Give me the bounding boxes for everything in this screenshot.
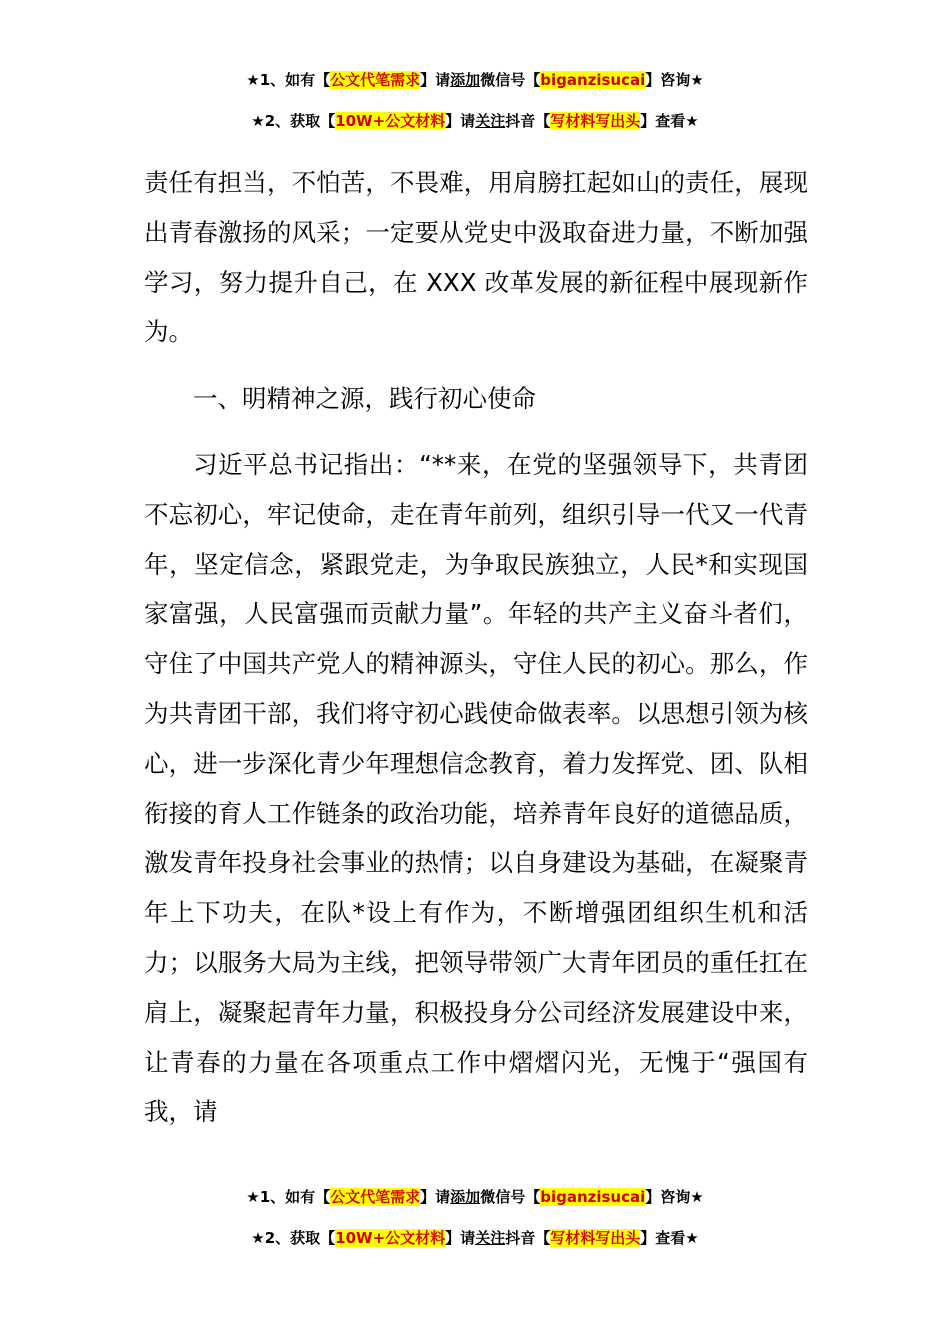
banner-text: 2、获取【 (264, 112, 336, 130)
footer-banner-line-2 (0, 1228, 950, 1248)
document-body (144, 158, 808, 1137)
banner-text: 微信号【 (480, 71, 541, 89)
star-right: ★ (685, 1229, 699, 1247)
underline-follow: 关注 (475, 1229, 506, 1247)
banner-text: 1、如有【 (259, 1188, 331, 1206)
banner-text: 2、获取【 (264, 1229, 336, 1247)
star-left: ★ (251, 1229, 265, 1247)
highlight-wechat-id: biganzisucai (540, 71, 646, 89)
footer-banner-line-1 (0, 1187, 950, 1207)
star-right: ★ (685, 112, 699, 130)
highlight-materials: 10W+公文材料 (335, 112, 446, 130)
highlight-douyin: 写材料写出头 (550, 1229, 641, 1247)
underline-follow: 关注 (475, 112, 506, 130)
star-right: ★ (690, 1188, 704, 1206)
star-left: ★ (246, 71, 260, 89)
section-heading-1: 一、明精神之源，践行初心使命 (193, 384, 536, 414)
banner-text: 抖音【 (505, 112, 551, 130)
banner-text: 】请 (445, 1229, 476, 1247)
banner-text: 】查看 (640, 1229, 686, 1247)
star-left: ★ (246, 1188, 260, 1206)
banner-text: 1、如有【 (259, 71, 331, 89)
highlight-service: 公文代笔需求 (330, 71, 421, 89)
banner-text: 抖音【 (505, 1229, 551, 1247)
paragraph-1: 责任有担当，不怕苦，不畏难，用肩膀扛起如山的责任，展现出青春激扬的风采；一定要从党史中汲取奋进力量，不断加强学习，努力提升自己，在 XXX 改革发展的新征程中展现新作为。 (144, 168, 808, 347)
banner-text: 】查看 (640, 112, 686, 130)
paragraph-2: 习近平总书记指出：“**来，在党的坚强领导下，共青团不忘初心，牢记使命，走在青年前列，组织引导一代又一代青年，坚定信念，紧跟党走，为争取民族独立，人民*和实现国家富强，人民富强而贡献力量”。年轻的共产主义奋斗者们，守住了中国共产党人的精神源头，守住人民的初心。那么，作为共青团干部，我们将守初心践使命做表率。以思想引领为核心，进一步深化青少年理想信念教育，着力发挥党、团、队相衔接的育人工作链条的政治功能，培养青年良好的道德品质，激发青年投身社会事业的热情；以自身建设为基础，在凝聚青年上下功夫，在队*设上有作为，不断增强团组织生机和活力；以服务大局为主线，把领导带领广大青年团员的重任扛在肩上，凝聚起青年力量，积极投身分公司经济发展建设中来，让青春的力量在各项重点工作中熠熠闪光，无愧于“强国有我，请 (144, 449, 808, 1127)
underline-add: 添加 (450, 1188, 481, 1206)
banner-text: 】请 (445, 112, 476, 130)
header-banner-line-2 (0, 111, 950, 131)
highlight-service: 公文代笔需求 (330, 1188, 421, 1206)
header-banner-line-1 (0, 70, 950, 90)
banner-text: 微信号【 (480, 1188, 541, 1206)
underline-add: 添加 (450, 71, 481, 89)
banner-text: 】请 (420, 71, 451, 89)
banner-text: 】请 (420, 1188, 451, 1206)
highlight-materials: 10W+公文材料 (335, 1229, 446, 1247)
highlight-wechat-id: biganzisucai (540, 1188, 646, 1206)
star-right: ★ (690, 71, 704, 89)
star-left: ★ (251, 112, 265, 130)
highlight-douyin: 写材料写出头 (550, 112, 641, 130)
banner-text: 】咨询 (645, 1188, 691, 1206)
banner-text: 】咨询 (645, 71, 691, 89)
